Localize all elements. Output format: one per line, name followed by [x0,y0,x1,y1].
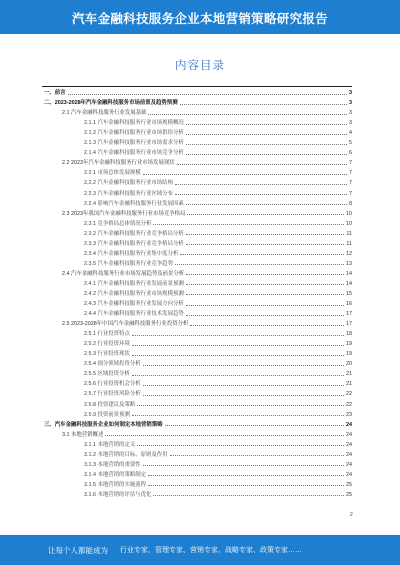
toc-entry-page: 19 [346,341,352,348]
toc-entry[interactable] [42,337,352,347]
toc-leader-dots [186,284,344,285]
toc-leader-dots [137,445,344,446]
toc-entry-title: 2.3.1 竞争格局总体情况分析 [84,220,152,227]
page-marker: 2 [350,512,353,518]
toc-entry[interactable] [42,428,352,438]
toc-leader-dots [143,365,344,366]
toc-leader-dots [175,264,344,265]
toc-leader-dots [186,294,344,295]
toc-entry-page: 3 [349,110,352,117]
toc-entry-title: 3.1.6 本地营销的评估与优化 [84,491,152,498]
toc-entry-title: 二、2023-2028年汽车金融科技服务市场前景及趋势预测 [44,100,178,107]
toc-entry-title: 2.2.4 影响汽车金融科技服务行业发展因素 [84,200,184,207]
toc-entry[interactable] [42,468,352,478]
toc-entry-page: 17 [346,311,352,318]
toc-entry[interactable] [42,478,352,488]
toc-entry-page: 14 [346,270,352,277]
toc-entry-page: 7 [349,190,352,197]
toc-leader-dots [177,164,347,165]
toc-entry[interactable] [42,367,352,377]
toc-entry-title: 2.5.9 投资前景预测 [84,411,130,418]
toc-entry-title: 2.5.8 投资建议及策略 [84,401,136,408]
toc-leader-dots [186,234,345,235]
toc-entry-page: 3 [349,100,352,107]
toc-leader-dots [186,274,344,275]
toc-entry[interactable] [42,186,352,196]
toc-leader-dots [180,254,344,255]
toc-entry-page: 20 [346,361,352,368]
toc-entry-title: 3.1 本地营销概述 [62,431,104,438]
toc-leader-dots [105,435,344,436]
toc-leader-dots [143,395,344,396]
toc-entry-page: 12 [346,250,352,257]
toc-entry-title: 2.2.3 汽车金融科技服务行业区域分布 [84,190,173,197]
toc-entry-page: 14 [346,280,352,287]
toc-entry-title: 2.4.3 汽车金融科技服务行业发展方向分析 [84,301,184,308]
toc-entry-page: 15 [346,290,352,297]
toc-entry[interactable] [42,86,352,96]
toc-entry[interactable] [42,267,352,277]
toc-entry-page: 6 [349,150,352,157]
toc-entry-title: 2.3.5 汽车金融科技服务行业竞争趋势 [84,260,173,267]
toc-entry[interactable] [42,438,352,448]
toc-entry-title: 2.1.4 汽车金融科技服务行业市场竞争分析 [84,150,184,157]
toc-entry-title: 3.1.4 本地营销的策略制定 [84,471,147,478]
toc-entry[interactable] [42,106,352,116]
toc-leader-dots [186,305,344,306]
toc-entry-page: 11 [346,240,352,247]
toc-leader-dots [170,455,344,456]
toc-entry-page: 5 [349,140,352,147]
toc-entry-page: 10 [346,220,352,227]
toc-leader-dots [143,385,344,386]
toc-entry-title: 2.1.2 汽车金融科技服务行业市场供给分析 [84,130,184,137]
toc-entry-page: 24 [346,471,352,478]
toc-entry[interactable] [42,307,352,317]
toc-entry[interactable] [42,387,352,397]
toc-entry-page: 21 [346,381,352,388]
toc-entry[interactable] [42,197,352,207]
toc-entry[interactable] [42,277,352,287]
toc-leader-dots [153,224,344,225]
toc-entry-page: 23 [346,411,352,418]
toc-entry-title: 2.3.2 汽车金融科技服务行业竞争格局分析 [84,230,184,237]
toc-entry-title: 2.4.4 汽车金融科技服务行业技术发展趋势 [84,311,184,318]
toc-entry[interactable] [42,448,352,458]
toc-entry-page: 7 [349,180,352,187]
toc-entry-title: 2.5.7 行业投资风险分析 [84,391,141,398]
toc-entry-title: 2.3 2023年我国汽车金融科技服务行业市场竞争格局 [62,210,186,217]
toc-leader-dots [175,184,347,185]
toc-entry[interactable] [42,397,352,407]
toc-entry-page: 17 [346,321,352,328]
toc-leader-dots [180,104,347,105]
toc-entry-page: 8 [349,200,352,207]
toc-leader-dots [148,485,344,486]
toc-entry[interactable] [42,136,352,146]
toc-leader-dots [132,415,344,416]
toc-leader-dots [132,375,344,376]
toc-leader-dots [132,345,344,346]
toc-entry-title: 2.5.5 区域投资分析 [84,371,130,378]
toc-leader-dots [186,124,347,125]
toc-entry-title: 3.1.1 本地营销的定义 [84,441,136,448]
toc-entry[interactable] [42,297,352,307]
toc-entry[interactable] [42,166,352,176]
toc-entry[interactable] [42,418,352,428]
toc-leader-dots [186,144,347,145]
toc-leader-dots [186,204,347,205]
toc-leader-dots [153,495,344,496]
toc-leader-dots [137,405,344,406]
toc-entry-title: 2.5 2023-2028年中国汽车金融科技服务行业投资分析 [62,321,189,328]
toc-entry-title: 2.1.1 汽车金融科技服务行业市场规模概况 [84,120,184,127]
toc-entry[interactable] [42,458,352,468]
toc-entry-page: 11 [346,230,352,237]
toc-entry-title: 2.4 汽车金融科技服务行业市场发展趋势及前景分析 [62,270,185,277]
toc-entry-page: 16 [346,301,352,308]
toc-entry[interactable] [42,156,352,166]
toc-entry-title: 一、前言 [44,90,66,97]
toc-entry-title: 2.4.2 汽车金融科技服务行业市场规模预测 [84,290,184,297]
toc-entry[interactable] [42,377,352,387]
toc-entry-page: 24 [346,441,352,448]
toc-entry[interactable] [42,126,352,136]
toc-leader-dots [143,465,344,466]
toc-entry-title: 2.3.4 汽车金融科技服务行业集中度分析 [84,250,179,257]
report-header-banner [0,0,400,34]
toc-entry[interactable] [42,357,352,367]
toc-entry-title: 2.1.3 汽车金融科技服务行业市场需求分析 [84,140,184,147]
toc-leader-dots [186,244,345,245]
toc-entry-page: 7 [349,170,352,177]
toc-entry[interactable] [42,146,352,156]
toc-entry-title: 三、汽车金融科技服务企业如何制定本地营销策略 [44,421,163,428]
toc-entry-page: 10 [346,210,352,217]
report-title: 汽车金融科技服务企业本地营销策略研究报告 [71,12,328,26]
toc-leader-dots [186,154,347,155]
table-of-contents [42,86,352,498]
toc-entry[interactable] [42,408,352,418]
toc-entry[interactable] [42,116,352,126]
toc-entry-page: 22 [346,391,352,398]
toc-entry-title: 2.3.3 汽车金融科技服务行业竞争格局分析 [84,240,184,247]
toc-entry-page: 4 [349,130,352,137]
toc-entry[interactable] [42,207,352,217]
toc-entry-title: 3.1.2 本地营销的目标、原则及作用 [84,451,168,458]
toc-entry[interactable] [42,347,352,357]
toc-entry-page: 25 [346,481,352,488]
toc-entry[interactable] [42,257,352,267]
toc-entry-title: 2.5.3 行业投资现状 [84,351,130,358]
toc-entry-title: 3.1.5 本地营销的实施流程 [84,481,147,488]
report-footer-banner [0,535,400,565]
toc-entry-title: 2.2.2 汽车金融科技服务行业市场结构 [84,180,173,187]
toc-entry-page: 18 [346,331,352,338]
toc-entry-title: 2.2 2023年汽车金融科技服务行业市场发展现状 [62,160,175,167]
toc-entry[interactable] [42,237,352,247]
toc-entry-page: 22 [346,401,352,408]
toc-entry-page: 19 [346,351,352,358]
toc-leader-dots [186,134,347,135]
toc-leader-dots [143,174,347,175]
toc-entry-title: 2.5.6 行业投资机会分析 [84,381,141,388]
toc-entry[interactable] [42,287,352,297]
toc-entry-title: 2.1 汽车金融科技服务行业发展基础 [62,110,147,117]
footer-slogan: 让每个人都能成为 [48,546,108,555]
toc-heading: 内容目录 [175,60,225,72]
toc-entry-page: 24 [346,451,352,458]
toc-entry-title: 2.4.1 汽车金融科技服务行业发展前景预测 [84,280,184,287]
toc-entry[interactable] [42,247,352,257]
toc-entry-page: 24 [346,431,352,438]
toc-entry-title: 2.2.1 市场总体发展规模 [84,170,141,177]
toc-entry-page: 24 [346,421,352,428]
toc-entry-page: 13 [346,260,352,267]
toc-leader-dots [187,214,344,215]
toc-entry[interactable] [42,327,352,337]
toc-entry[interactable] [42,176,352,186]
toc-entry-title: 2.5.4 细分领域投资分析 [84,361,141,368]
toc-leader-dots [165,425,344,426]
toc-entry-page: 3 [349,120,352,127]
toc-entry[interactable] [42,96,352,106]
toc-entry-title: 2.5.2 行业投资环境 [84,341,130,348]
toc-entry[interactable] [42,217,352,227]
toc-leader-dots [132,335,344,336]
toc-leader-dots [175,194,347,195]
toc-leader-dots [148,114,347,115]
toc-entry-page: 21 [346,371,352,378]
toc-entry-page: 25 [346,491,352,498]
toc-entry-title: 2.5.1 行业投资特点 [84,331,130,338]
toc-leader-dots [68,94,347,95]
toc-entry-page: 3 [349,90,352,97]
toc-entry[interactable] [42,227,352,237]
toc-leader-dots [186,315,344,316]
footer-expert-list: 行业专家、管理专家、营销专家、战略专家、政策专家…… [120,547,302,554]
toc-entry[interactable] [42,317,352,327]
toc-entry[interactable] [42,488,352,498]
toc-entry-title: 3.1.3 本地营销的重要性 [84,461,141,468]
toc-entry-page: 7 [349,160,352,167]
toc-leader-dots [148,475,344,476]
toc-leader-dots [190,325,344,326]
toc-leader-dots [132,355,344,356]
toc-entry-page: 24 [346,461,352,468]
